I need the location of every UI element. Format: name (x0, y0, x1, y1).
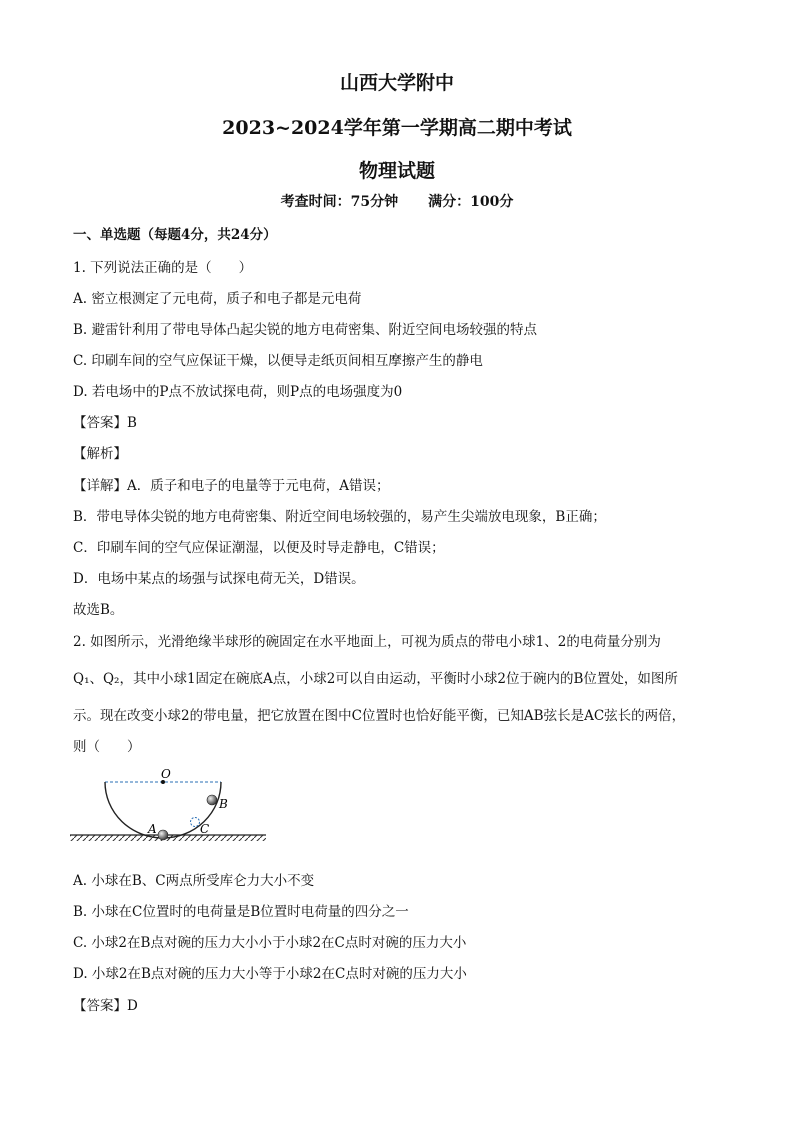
label-o: O (161, 767, 171, 781)
q2-stem-line-1: 2. 如图所示，光滑绝缘半球形的碗固定在水平地面上，可视为质点的带电小球1、2的电荷量分别为 (73, 634, 661, 650)
ball-b (207, 795, 217, 805)
q2-option-c: C. 小球2在B点对碗的压力大小小于小球2在C点时对碗的压力大小 (73, 935, 467, 951)
q1-detail-a: 【详解】A．质子和电子的电量等于元电荷，A错误； (73, 478, 390, 494)
q1-stem: 1. 下列说法正确的是（ ） (73, 260, 253, 276)
q1-option-c: C. 印刷车间的空气应保证干燥，以便导走纸页间相互摩擦产生的静电 (73, 353, 483, 369)
subject-title: 物理试题 (358, 160, 435, 182)
exam-meta (0, 191, 794, 211)
q1-analysis-label: 【解析】 (73, 446, 127, 462)
q2-stem-line-4: 则（ ） (73, 739, 141, 755)
q2-stem-line-2: Q₁、Q₂，其中小球1固定在碗底A点，小球2可以自由运动，平衡时小球2位于碗内的B位置处，如图所 (73, 671, 678, 687)
q2-option-b: B. 小球在C位置时的电荷量是B位置时电荷量的四分之一 (73, 904, 409, 920)
exam-title: 2023~2024学年第一学期高二期中考试 (222, 117, 572, 139)
q1-option-d: D. 若电场中的P点不放试探电荷，则P点的电场强度为0 (73, 384, 403, 400)
bowl-figure (68, 760, 268, 855)
q1-detail-b: B．带电导体尖锐的地方电荷密集、附近空间电场较强的，易产生尖端放电现象，B正确； (73, 509, 606, 525)
label-a: A (148, 822, 157, 836)
time-label: 考查时间：75分钟 (280, 194, 399, 210)
section-title: 一、单选题（每题4分，共24分） (73, 227, 277, 243)
q2-answer: 【答案】D (73, 998, 138, 1014)
q1-detail-d: D．电场中某点的场强与试探电荷无关，D错误。 (73, 571, 365, 587)
q1-option-a: A. 密立根测定了元电荷，质子和电子都是元电荷 (73, 291, 362, 307)
q2-stem-line-3: 示。现在改变小球2的带电量，把它放置在图中C位置时也恰好能平衡，已知AB弦长是AC弦长的两倍， (73, 708, 686, 724)
q2-option-a: A. 小球在B、C两点所受库仑力大小不变 (73, 873, 315, 889)
q2-option-d: D. 小球2在B点对碗的压力大小等于小球2在C点时对碗的压力大小 (73, 966, 467, 982)
label-c: C (200, 822, 210, 836)
label-b: B (219, 797, 228, 811)
q1-answer: 【答案】B (73, 415, 137, 431)
school-title: 山西大学附中 (339, 72, 454, 94)
q1-conclusion: 故选B。 (73, 602, 124, 618)
ball-a (158, 830, 168, 840)
q1-detail-c: C．印刷车间的空气应保证潮湿，以便及时导走静电，C错误； (73, 540, 445, 556)
score-label: 满分：100分 (428, 194, 514, 210)
q1-option-b: B. 避雷针利用了带电导体凸起尖锐的地方电荷密集、附近空间电场较强的特点 (73, 322, 538, 338)
position-c (191, 818, 200, 827)
